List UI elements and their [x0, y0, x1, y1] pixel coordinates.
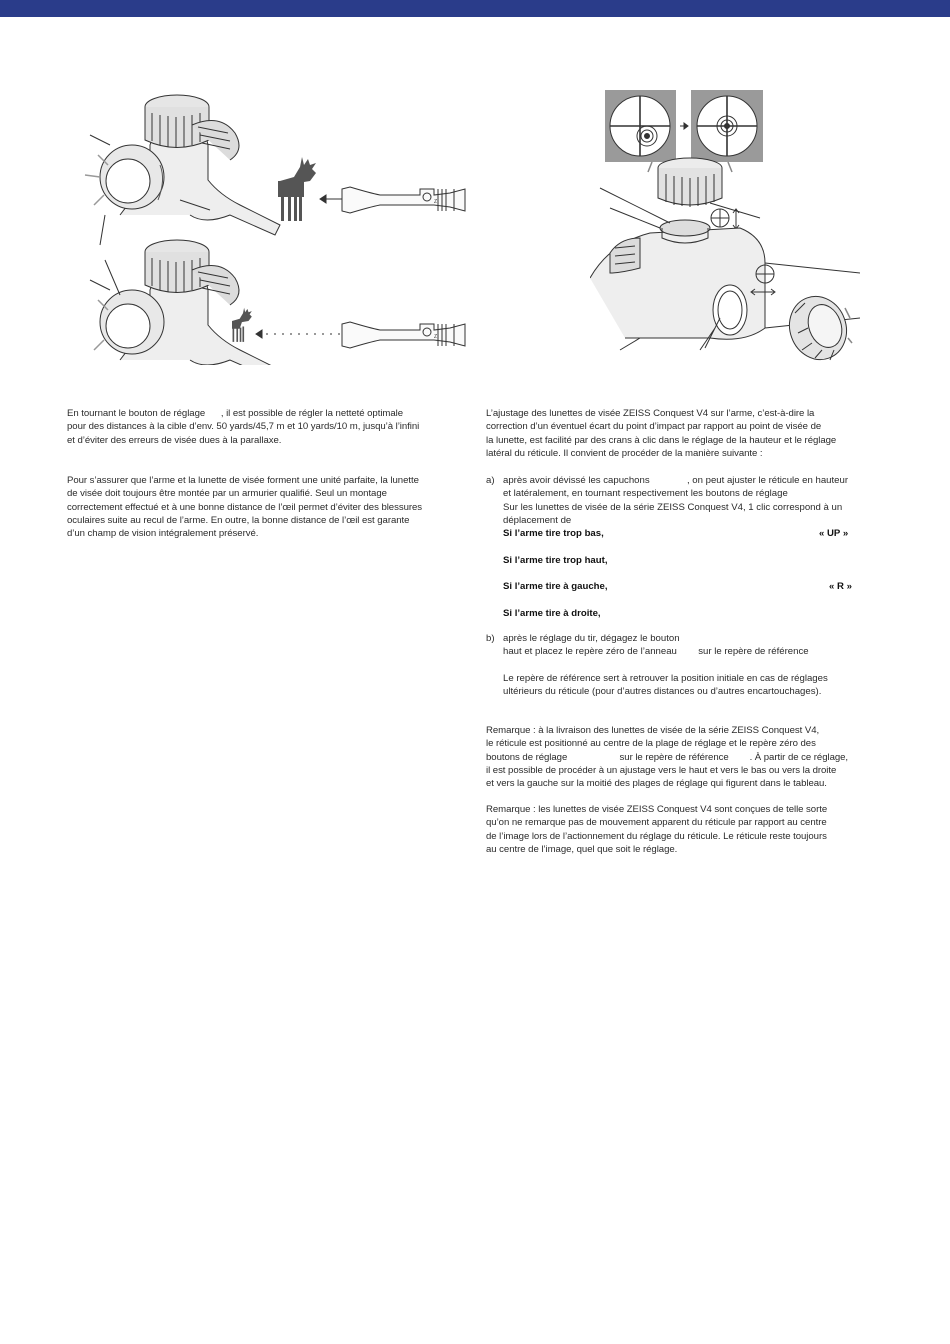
text-line: après le réglage du tir, dégagez le bouton: [503, 633, 680, 644]
windage-cap-illustration: [781, 288, 856, 367]
scope-side-bottom-illustration: [342, 322, 465, 348]
text-line: de visée doit toujours être montée par un armurier qualifié. Seul un montage: [67, 488, 387, 500]
svg-text:Z: Z: [434, 199, 438, 205]
text-line: d’un champ de vision intégralement préservé.: [67, 528, 259, 540]
header-bar: [0, 0, 950, 17]
text-line: après avoir dévissé les capuchons , on peut ajuster le réticule en hauteur: [503, 475, 849, 486]
reticle-after-icon: [691, 90, 763, 162]
elevation-cap-illustration: [648, 158, 732, 207]
text-line: Remarque : à la livraison des lunettes de visée de la série ZEISS Conquest V4,: [486, 725, 820, 736]
case-shoots-low-direction: « UP »: [819, 528, 849, 540]
left-paragraph-parallax: [67, 407, 467, 447]
step-a-marker: a): [486, 475, 495, 486]
text-line: Remarque : les lunettes de visée ZEISS Conquest V4 sont conçues de telle sorte: [486, 804, 828, 815]
text-line: et vers la gauche sur la moitié des plages de réglage qui figurent dans le tableau.: [486, 778, 827, 790]
text-line: et d’éviter des erreurs de visée dues à la parallaxe.: [67, 434, 282, 446]
text-line: pour des distances à la cible d’env. 50 yards/45,7 m et 10 yards/10 m, jusqu’à l’infini: [67, 421, 420, 433]
text-line: Sur les lunettes de visée de la série ZEISS Conquest V4, 1 clic correspond à un: [503, 501, 843, 513]
left-paragraph-mounting: [67, 474, 467, 540]
right-intro-paragraph: [486, 407, 886, 460]
right-remark-delivery: [486, 724, 886, 790]
text-line: latéral du réticule. Il convient de procéder de la manière suivante :: [486, 447, 763, 459]
step-b: [486, 632, 886, 702]
step-b-marker: b): [486, 633, 495, 644]
text-line: et latéralement, en tournant respectivement les boutons de réglage: [503, 488, 788, 500]
text-line: ultérieurs du réticule (pour d’autres distances ou d’autres encartouchages).: [503, 686, 822, 698]
text-line: il est possible de procéder à un ajustage vers le haut et vers le bas ou vers la droite: [486, 764, 837, 776]
step-a: [486, 474, 886, 624]
turret-top-illustration: [85, 95, 280, 245]
reticle-adjustment-illustration: [590, 88, 860, 373]
text-line: correctement effectué et à une bonne distance de l’œil permet d’éviter des blessures: [67, 501, 423, 513]
case-shoots-right: Si l’arme tire à droite,: [503, 608, 601, 619]
case-shoots-low: Si l’arme tire trop bas,: [503, 528, 604, 540]
text-line: Le repère de référence sert à retrouver la position initiale en cas de réglages: [503, 672, 828, 684]
text-line: En tournant le bouton de réglage , il est possible de régler la netteté optimale: [67, 408, 404, 419]
svg-text:Z: Z: [434, 334, 438, 340]
text-line: haut et placez le repère zéro de l’anneau sur le repère de référence: [503, 646, 809, 658]
text-line: au centre de l’image, quel que soit le réglage.: [486, 843, 678, 855]
scope-side-top-illustration: [342, 187, 465, 213]
text-line: qu’on ne remarque pas de mouvement apparent du réticule par rapport au centre: [486, 817, 827, 829]
text-line: oculaires suite au recul de l’arme. En outre, la bonne distance de l’œil est garante: [67, 514, 410, 526]
text-line: de l’image lors de l’actionnement du réglage du réticule. Le réticule reste toujours: [486, 830, 827, 842]
deer-far-icon: [232, 308, 252, 342]
text-line: L’ajustage des lunettes de visée ZEISS Conquest V4 sur l’arme, c’est-à-dire la: [486, 408, 815, 419]
case-shoots-high: Si l’arme tire trop haut,: [503, 554, 608, 566]
text-line: Pour s’assurer que l’arme et la lunette de visée forment une unité parfaite, la lunette: [67, 475, 419, 486]
deer-near-icon: [278, 157, 316, 221]
right-remark-design: [486, 803, 886, 856]
reticle-before-icon: [605, 90, 676, 162]
case-shoots-left: Si l’arme tire à gauche,: [503, 581, 608, 593]
text-line: déplacement de: [503, 514, 572, 526]
text-line: correction d’un éventuel écart du point d’impact par rapport au point de visée de: [486, 421, 822, 433]
turret-bottom-illustration: [90, 240, 280, 365]
crosshair-vertical-icon: [711, 209, 739, 229]
text-line: le réticule est positionné au centre de la plage de réglage et le repère zéro des: [486, 738, 816, 750]
text-line: boutons de réglage sur le repère de référence . À partir de ce réglage,: [486, 751, 849, 763]
case-shoots-left-direction: « R »: [829, 581, 852, 593]
parallax-illustration: [80, 85, 470, 365]
text-line: la lunette, est facilité par des crans à clic dans le réglage de la hauteur et le réglage: [486, 434, 837, 446]
